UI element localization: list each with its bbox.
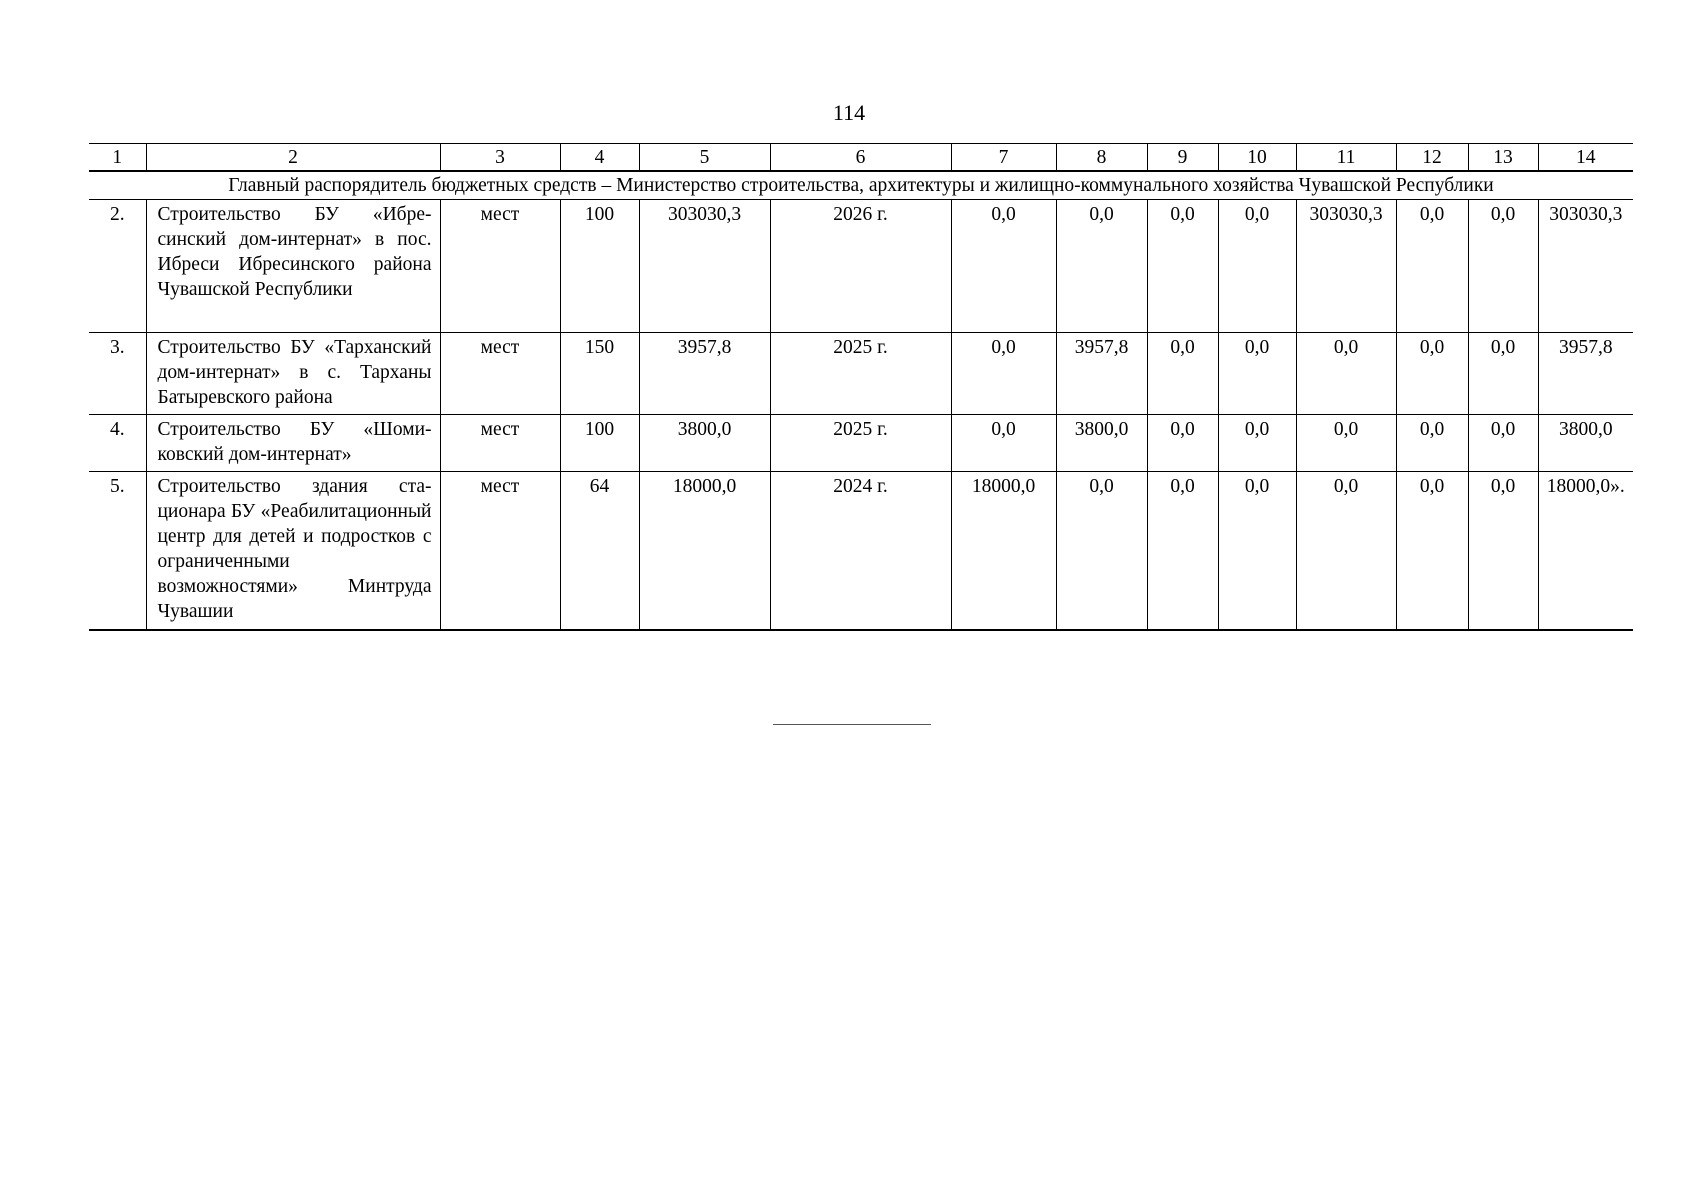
total-cell: 3800,0 <box>1538 415 1633 472</box>
value-cell: 0,0 <box>951 200 1056 333</box>
column-number: 12 <box>1396 144 1468 172</box>
value-cell: 0,0 <box>1147 415 1218 472</box>
table-row <box>89 472 1633 630</box>
value-cell: 3957,8 <box>1056 333 1147 415</box>
column-number: 9 <box>1147 144 1218 172</box>
value-cell: 0,0 <box>1056 200 1147 333</box>
table-row <box>89 415 1633 472</box>
unit-cell: мест <box>440 333 560 415</box>
year-cell: 2025 г. <box>770 415 951 472</box>
year-cell: 2026 г. <box>770 200 951 333</box>
value-cell: 0,0 <box>1218 415 1296 472</box>
section-title: Главный распорядитель бюджетных средств – Министерство строительства, архитектуры и жилищно-коммунального хозяйства Чувашской Республики <box>89 171 1633 200</box>
capacity-cell: 64 <box>560 472 639 630</box>
row-number: 5. <box>89 472 146 630</box>
value-cell: 0,0 <box>1296 415 1396 472</box>
column-number: 6 <box>770 144 951 172</box>
value-cell: 0,0 <box>951 415 1056 472</box>
section-title-row <box>89 171 1633 200</box>
column-number: 7 <box>951 144 1056 172</box>
column-number: 13 <box>1468 144 1538 172</box>
value-cell: 0,0 <box>1468 333 1538 415</box>
value-cell: 0,0 <box>1147 472 1218 630</box>
row-number: 4. <box>89 415 146 472</box>
total-cell: 18000,0». <box>1538 472 1633 630</box>
capacity-cell: 150 <box>560 333 639 415</box>
year-cell: 2025 г. <box>770 333 951 415</box>
value-cell: 0,0 <box>1396 333 1468 415</box>
row-number: 2. <box>89 200 146 333</box>
column-number: 8 <box>1056 144 1147 172</box>
column-number: 3 <box>440 144 560 172</box>
cost-cell: 3957,8 <box>639 333 770 415</box>
value-cell: 0,0 <box>1296 472 1396 630</box>
value-cell: 0,0 <box>1147 200 1218 333</box>
column-number: 14 <box>1538 144 1633 172</box>
value-cell: 0,0 <box>951 333 1056 415</box>
unit-cell: мест <box>440 200 560 333</box>
object-description: Строительство БУ «Тарханский дом-интернат» в с. Тарханы Батыревского района <box>146 333 440 415</box>
column-number: 4 <box>560 144 639 172</box>
page-number: 114 <box>832 100 866 125</box>
object-description: Строительство БУ «Ибресинский дом-интернат» в пос. Ибреси Ибресинского района Чувашской Республики <box>146 200 440 333</box>
value-cell: 0,0 <box>1218 333 1296 415</box>
value-cell: 0,0 <box>1296 333 1396 415</box>
value-cell: 0,0 <box>1468 472 1538 630</box>
table-row <box>89 333 1633 415</box>
value-cell: 0,0 <box>1218 472 1296 630</box>
object-description: Строительство здания стационара БУ «Реабилитационный центр для детей и подростков с ограниченными возможностями» Минтруда Чувашии <box>146 472 440 630</box>
value-cell: 0,0 <box>1056 472 1147 630</box>
total-cell: 3957,8 <box>1538 333 1633 415</box>
year-cell: 2024 г. <box>770 472 951 630</box>
value-cell: 0,0 <box>1396 415 1468 472</box>
column-number-row <box>89 144 1633 172</box>
cost-cell: 18000,0 <box>639 472 770 630</box>
unit-cell: мест <box>440 472 560 630</box>
object-description: Строительство БУ «Шомиковский дом-интернат» <box>146 415 440 472</box>
value-cell: 0,0 <box>1147 333 1218 415</box>
value-cell: 303030,3 <box>1296 200 1396 333</box>
total-cell: 303030,3 <box>1538 200 1633 333</box>
column-number: 5 <box>639 144 770 172</box>
value-cell: 3800,0 <box>1056 415 1147 472</box>
cost-cell: 3800,0 <box>639 415 770 472</box>
cost-cell: 303030,3 <box>639 200 770 333</box>
value-cell: 0,0 <box>1396 472 1468 630</box>
budget-table <box>89 143 1633 631</box>
table-row <box>89 200 1633 333</box>
value-cell: 0,0 <box>1468 200 1538 333</box>
row-number: 3. <box>89 333 146 415</box>
capacity-cell: 100 <box>560 200 639 333</box>
value-cell: 18000,0 <box>951 472 1056 630</box>
end-divider-line <box>773 724 931 725</box>
capacity-cell: 100 <box>560 415 639 472</box>
column-number: 10 <box>1218 144 1296 172</box>
value-cell: 0,0 <box>1396 200 1468 333</box>
column-number: 2 <box>146 144 440 172</box>
column-number: 11 <box>1296 144 1396 172</box>
column-number: 1 <box>89 144 146 172</box>
value-cell: 0,0 <box>1218 200 1296 333</box>
value-cell: 0,0 <box>1468 415 1538 472</box>
unit-cell: мест <box>440 415 560 472</box>
